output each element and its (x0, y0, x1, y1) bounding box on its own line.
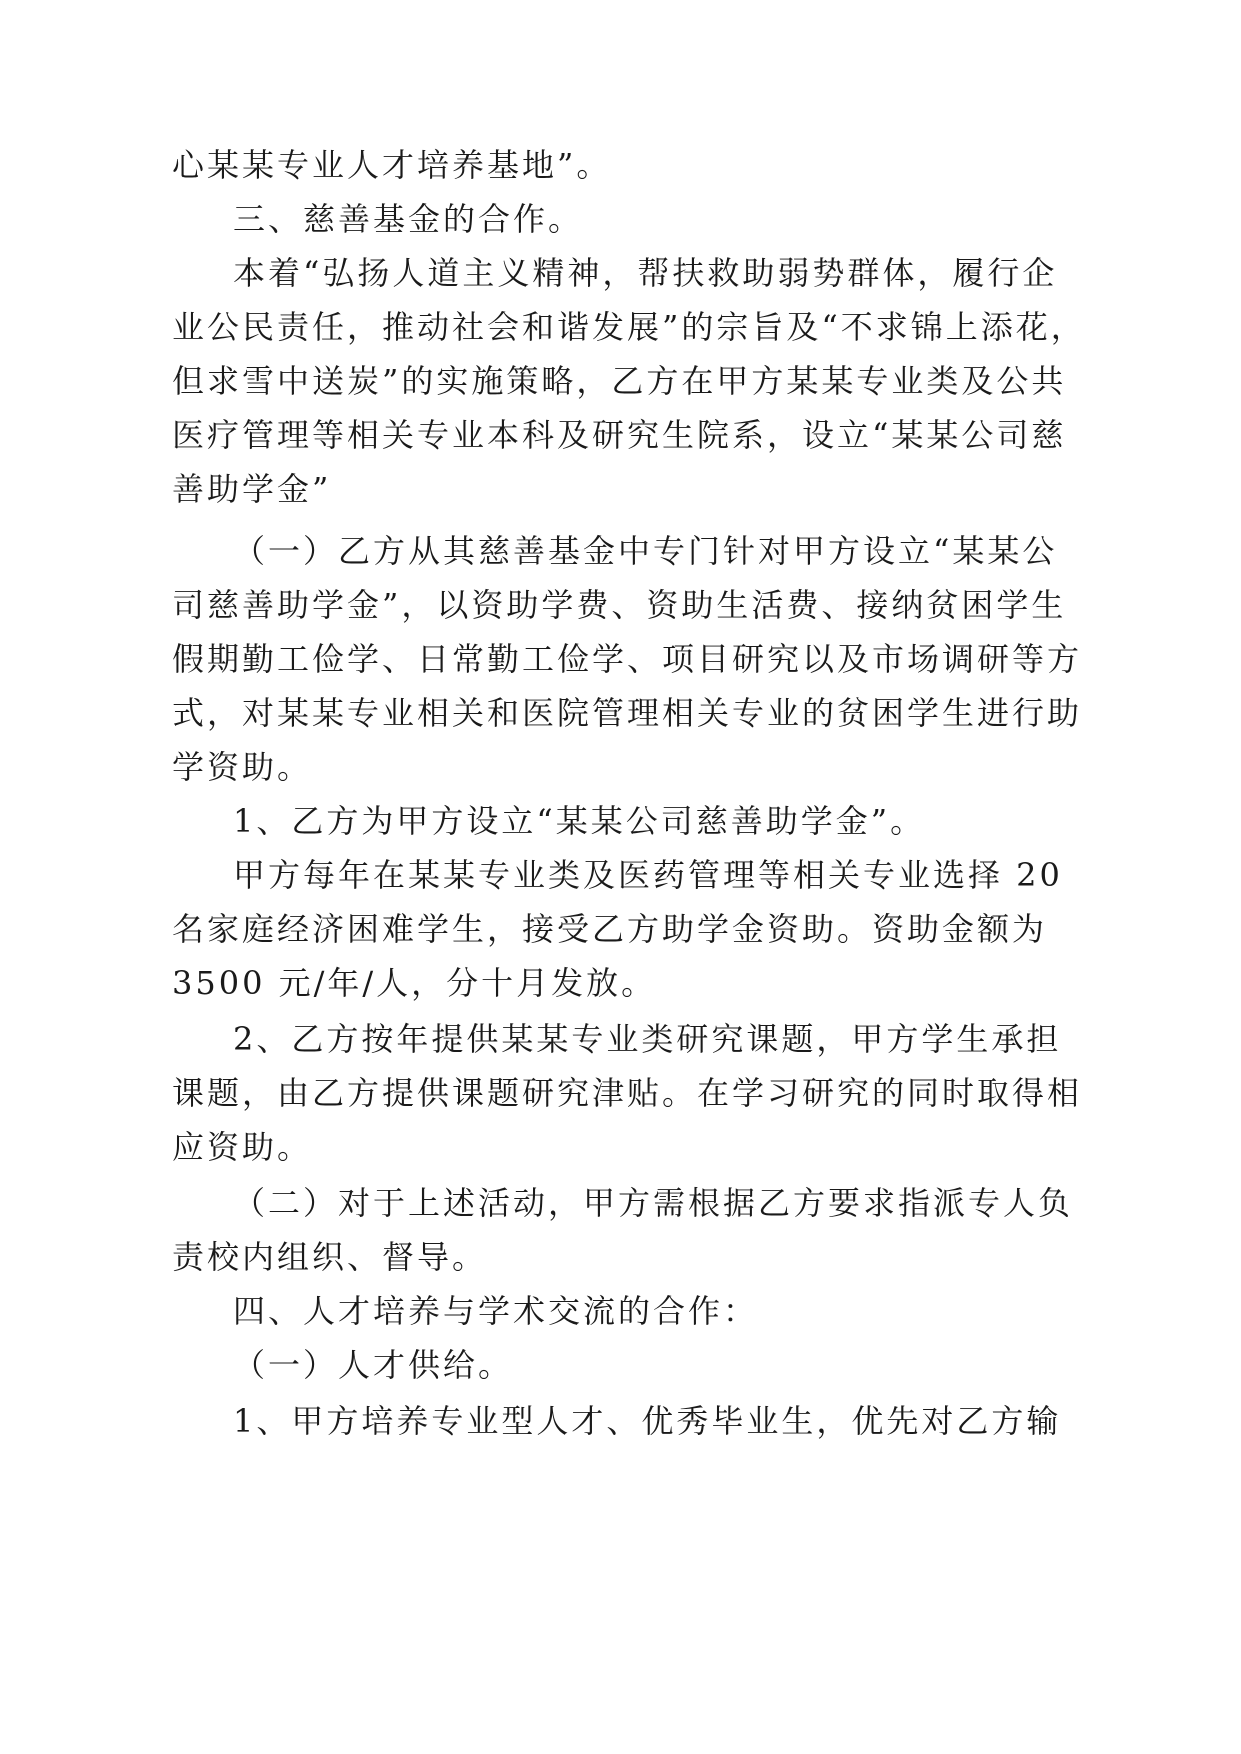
text-line: 本着“弘扬人道主义精神，帮扶救助弱势群体，履行企 (233, 254, 1058, 292)
text-line: 1、乙方为甲方设立“某某公司慈善助学金”。 (233, 802, 926, 840)
section-heading: 三、慈善基金的合作。 (233, 200, 584, 238)
text-line: 应资助。 (172, 1128, 313, 1166)
text-line: 1、甲方培养专业型人才、优秀毕业生，优先对乙方输 (233, 1402, 1062, 1440)
text-line: 医疗管理等相关专业本科及研究生院系，设立“某某公司慈 (172, 416, 1067, 454)
text-line: （二）对于上述活动，甲方需根据乙方要求指派专人负 (233, 1184, 1074, 1222)
text-line: 式，对某某专业相关和医院管理相关专业的贫困学生进行助 (172, 694, 1083, 732)
text-line: 甲方每年在某某专业类及医药管理等相关专业选择 20 (233, 856, 1063, 894)
text-line: 司慈善助学金”，以资助学费、资助生活费、接纳贫困学生 (172, 586, 1067, 624)
text-line: 3500 元/年/人，分十月发放。 (172, 964, 657, 1002)
subsection-heading: （一）人才供给。 (233, 1346, 514, 1384)
text-line: 名家庭经济困难学生，接受乙方助学金资助。资助金额为 (172, 910, 1048, 948)
text-line: （一）乙方从其慈善基金中专门针对甲方设立“某某公 (233, 532, 1058, 570)
text-line: 心某某专业人才培养基地”。 (172, 146, 612, 184)
text-line: 假期勤工俭学、日常勤工俭学、项目研究以及市场调研等方 (172, 640, 1083, 678)
text-line: 学资助。 (172, 748, 313, 786)
section-heading: 四、人才培养与学术交流的合作： (233, 1292, 759, 1330)
text-line: 责校内组织、督导。 (172, 1238, 488, 1276)
text-line: 业公民责任，推动社会和谐发展”的宗旨及“不求锦上添花， (172, 308, 1086, 346)
text-line: 善助学金” (172, 470, 332, 508)
text-line: 课题，由乙方提供课题研究津贴。在学习研究的同时取得相 (172, 1074, 1083, 1112)
text-line: 但求雪中送炭”的实施策略，乙方在甲方某某专业类及公共 (172, 362, 1067, 400)
text-line: 2、乙方按年提供某某专业类研究课题，甲方学生承担 (233, 1020, 1062, 1058)
